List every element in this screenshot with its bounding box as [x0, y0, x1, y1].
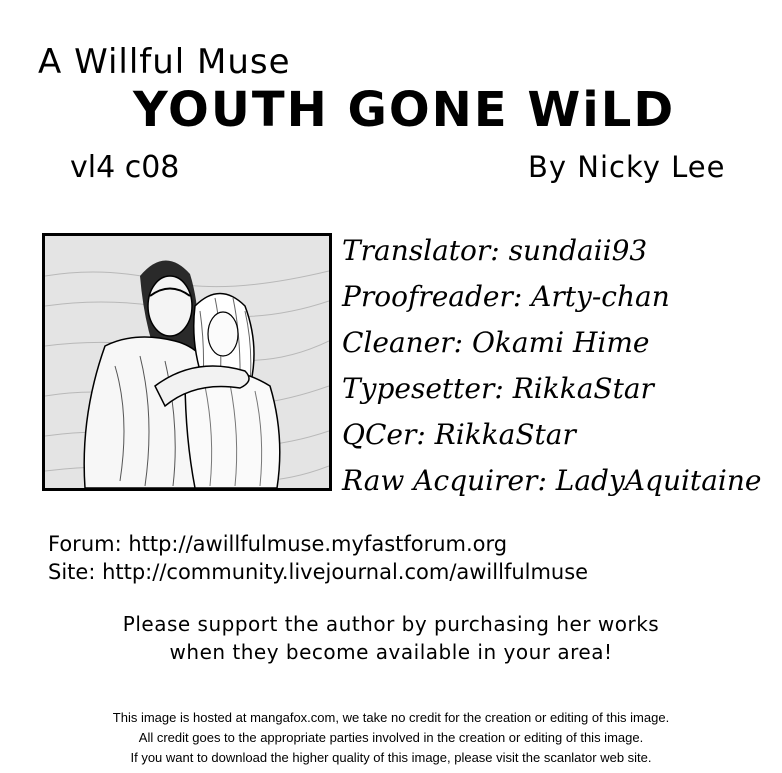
group-links — [48, 530, 588, 586]
series-title: YOUTH GONE WiLD — [133, 82, 676, 138]
embracing-couple-illustration — [45, 236, 329, 488]
group-name: A Willful Muse — [38, 42, 291, 82]
credit-raw-acquirer: Raw Acquirer: LadyAquitaine — [342, 464, 762, 497]
disclaimer-line-2: All credit goes to the appropriate parties involved in the creation or editing of this image. — [138, 730, 644, 745]
credit-translator: Translator: sundaii93 — [342, 234, 648, 267]
disclaimer-line-3: If you want to download the higher quality of this image, please visit the scanlator web site. — [130, 750, 652, 765]
credit-proofreader: Proofreader: Arty-chan — [342, 280, 670, 313]
credit-typesetter: Typesetter: RikkaStar — [342, 372, 654, 405]
support-message — [0, 610, 782, 666]
credit-cleaner: Cleaner: Okami Hime — [342, 326, 650, 359]
support-line-2: when they become available in your area! — [169, 640, 613, 664]
manga-illustration — [42, 233, 332, 491]
volume-chapter: vl4 c08 — [70, 150, 180, 185]
scanlation-credits — [342, 228, 761, 504]
author-credit: By Nicky Lee — [528, 150, 726, 184]
hosting-disclaimer — [0, 708, 782, 768]
forum-link[interactable]: Forum: http://awillfulmuse.myfastforum.org — [48, 532, 508, 556]
credit-qcer: QCer: RikkaStar — [342, 418, 576, 451]
support-line-1: Please support the author by purchasing her works — [122, 612, 660, 636]
site-link[interactable]: Site: http://community.livejournal.com/awillfulmuse — [48, 560, 589, 584]
disclaimer-line-1: This image is hosted at mangafox.com, we take no credit for the creation or editing of this image. — [112, 710, 670, 725]
